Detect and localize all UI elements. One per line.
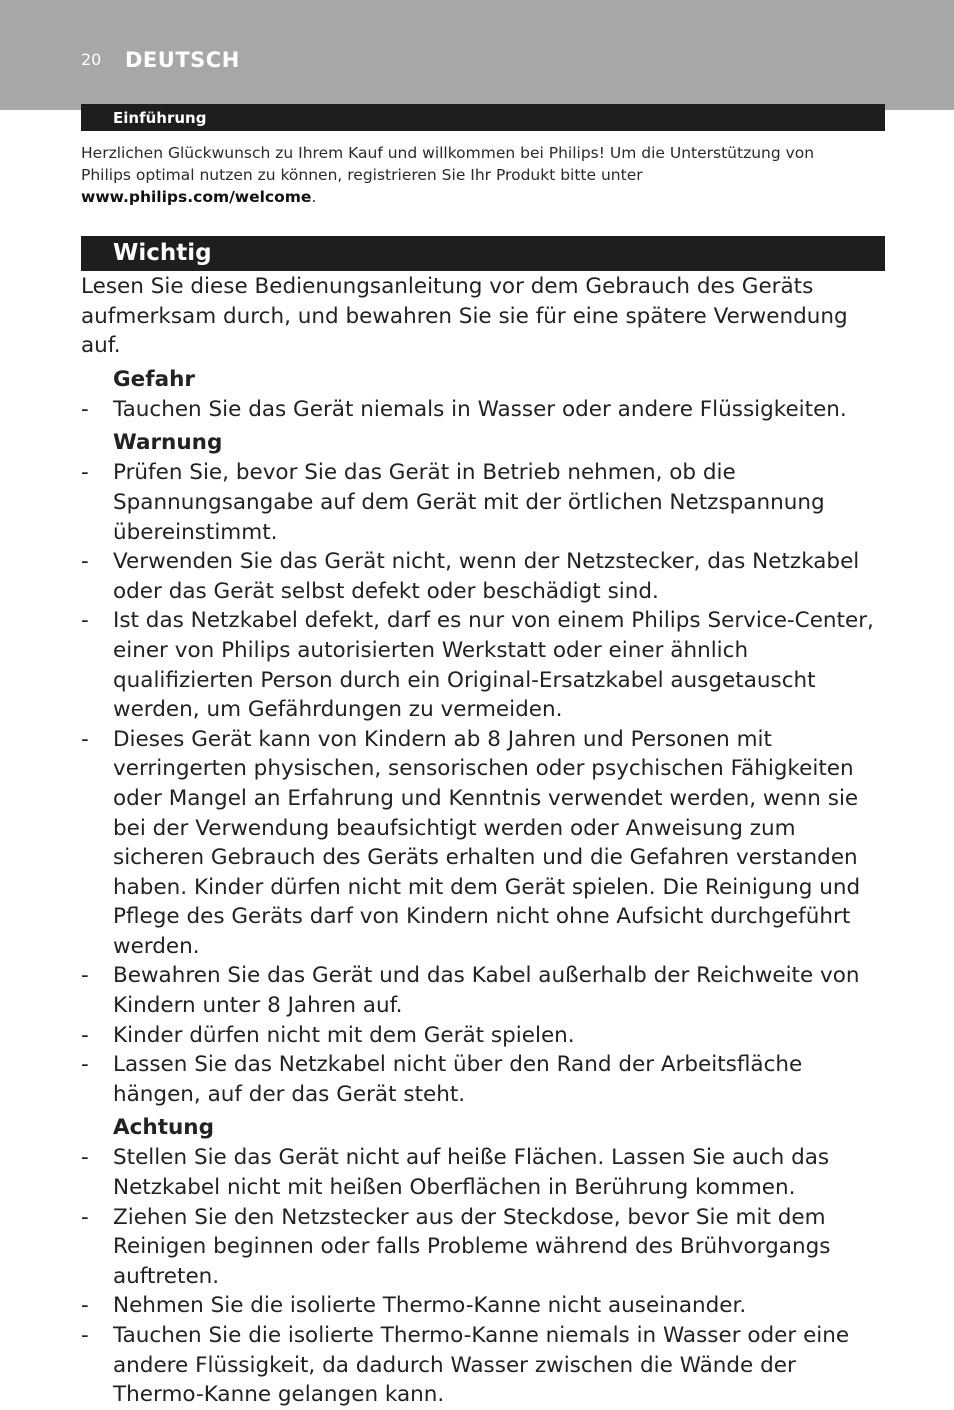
subheading-gefahr: Gefahr xyxy=(113,366,196,392)
bullet-dash: - xyxy=(81,396,89,422)
language-title: DEUTSCH xyxy=(125,48,240,72)
subheading-warnung: Warnung xyxy=(113,430,223,456)
list-item: - Ist das Netzkabel defekt, darf es nur von einem Philips Service-Center, einer von Philips autorisierten Werkstatt oder einer ähnlich qualifizierten Person durch ein Original-Ersatzkabel ausgetauscht werden, um Gefährdungen zu vermeiden. xyxy=(81,608,874,723)
bullet-dash: - xyxy=(81,1323,89,1348)
wichtig-lead: Lesen Sie diese Bedienungsanleitung vor dem Gebrauch des Geräts aufmerksam durch, und bewahren Sie sie für eine spätere Verwendung auf. xyxy=(81,274,848,359)
list-item: - Lassen Sie das Netzkabel nicht über den Rand der Arbeitsfläche hängen, auf der das Gerät steht. xyxy=(81,1052,803,1107)
bullet-dash: - xyxy=(81,1204,89,1230)
bullet-dash: - xyxy=(81,608,89,634)
page-number: 20 xyxy=(81,50,102,69)
list-item: - Stellen Sie das Gerät nicht auf heiße Flächen. Lassen Sie auch das Netzkabel nicht mit heißen Oberflächen in Berührung kommen. xyxy=(81,1145,830,1201)
bullet-dash: - xyxy=(81,549,89,575)
bullet-dash: - xyxy=(81,1293,89,1319)
section-heading-einfuehrung: Einführung xyxy=(81,104,885,131)
list-item: - Verwenden Sie das Gerät nicht, wenn der Netzstecker, das Netzkabel oder das Gerät selbst defekt oder beschädigt sind. xyxy=(81,549,860,604)
list-item: - Nehmen Sie die isolierte Thermo-Kanne nicht auseinander. xyxy=(81,1291,887,1321)
intro-paragraph xyxy=(81,142,821,208)
bullet-dash: - xyxy=(81,1145,89,1171)
list-item: - Ziehen Sie den Netzstecker aus der Steckdose, bevor Sie mit dem Reinigen beginnen oder falls Probleme während des Brühvorgangs auftreten. xyxy=(81,1204,831,1289)
bullet-dash: - xyxy=(81,460,89,486)
bullet-dash: - xyxy=(81,1052,89,1078)
bullet-dash: - xyxy=(81,726,89,752)
section-heading-wichtig: Wichtig xyxy=(81,236,885,271)
list-item: - Prüfen Sie, bevor Sie das Gerät in Betrieb nehmen, ob die Spannungsangabe auf dem Gerät mit der örtlichen Netzspannung übereinstimmt. xyxy=(81,460,825,545)
wichtig-content xyxy=(81,272,887,1410)
list-item: - Kinder dürfen nicht mit dem Gerät spielen. xyxy=(81,1021,887,1051)
list-item: - Dieses Gerät kann von Kindern ab 8 Jahren und Personen mit verringerten physischen, sensorischen oder psychischen Fähigkeiten oder Mangel an Erfahrung und Kenntnis verwendet werden, wenn sie bei der Verwendung beaufsichtigt werden oder Anweisung zum sicheren Gebrauch des Geräts erhalten und die Gefahren verstanden haben. Kinder dürfen nicht mit dem Gerät spielen. Die Reinigung und Pflege des Geräts darf von Kindern nicht ohne Aufsicht durchgeführt werden. xyxy=(81,726,861,959)
list-item: - Tauchen Sie die isolierte Thermo-Kanne niemals in Wasser oder eine andere Flüssigkeit, da dadurch Wasser zwischen die Wände der Thermo-Kanne gelangen kann. xyxy=(81,1323,850,1408)
welcome-link[interactable]: www.philips.com/welcome xyxy=(81,188,312,206)
intro-text: Herzlichen Glückwunsch zu Ihrem Kauf und willkommen bei Philips! Um die Unterstützung von Philips optimal nutzen zu können, registrieren Sie Ihr Produkt bitte unter xyxy=(81,144,815,184)
bullet-dash: - xyxy=(81,963,89,989)
bullet-dash: - xyxy=(81,1022,89,1048)
list-item: - Bewahren Sie das Gerät und das Kabel außerhalb der Reichweite von Kindern unter 8 Jahren auf. xyxy=(81,963,860,1019)
intro-link-suffix: . xyxy=(311,188,317,206)
list-item: - Tauchen Sie das Gerät niemals in Wasser oder andere Flüssigkeiten. xyxy=(81,395,887,425)
subheading-achtung: Achtung xyxy=(113,1115,214,1141)
